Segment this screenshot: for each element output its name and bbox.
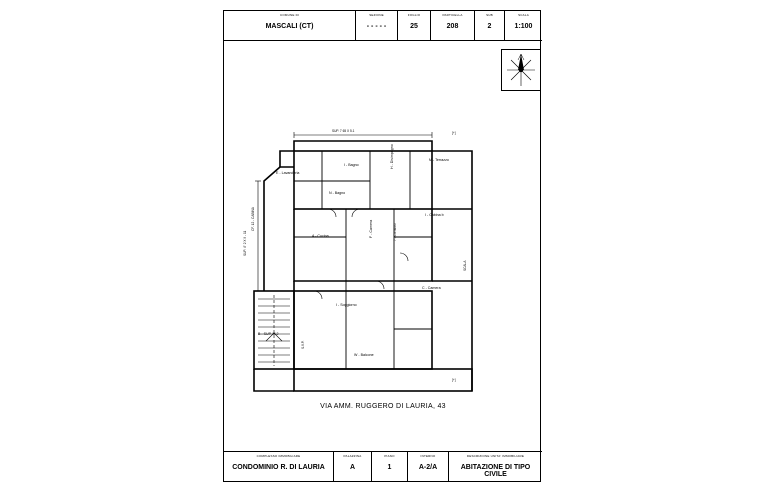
cadastral-plan-sheet	[223, 10, 541, 482]
header-cell-particella	[431, 11, 475, 40]
header-label-scala: SCALA	[518, 13, 529, 17]
room-label-cabina: I - Cabina b	[425, 213, 444, 217]
room-label-bagno1: N - Bagno	[329, 191, 346, 195]
header-value-sezione: - - - - -	[366, 23, 387, 30]
annotation-left-dim2: SUP. 4" 2 X 9 - 11	[243, 230, 247, 256]
plan-interior-partitions	[294, 151, 432, 369]
footer-cell-piano	[372, 452, 408, 481]
header-label-foglio: FOGLIO	[407, 13, 421, 17]
footer-value-complesso: CONDOMINIO R. DI LAURIA	[232, 464, 325, 471]
header-cell-comune	[224, 11, 356, 40]
header-value-scala: 1:100	[514, 23, 533, 30]
header-cell-sub	[475, 11, 505, 40]
header-value-sub: 2	[487, 23, 492, 30]
footer-cell-descrizione	[449, 452, 542, 481]
annotation-left-dim: CF. 12 - CABINA	[251, 207, 255, 231]
footer-cell-palazzina	[334, 452, 372, 481]
header-table	[224, 11, 542, 41]
footer-value-interno: A-2/A	[418, 464, 438, 471]
street-caption: VIA AMM. RUGGERO DI LAURIA, 43	[320, 403, 446, 410]
footer-value-descrizione: ABITAZIONE DI TIPO CIVILE	[460, 464, 531, 478]
room-label-bagno2: I - Bagno	[344, 163, 359, 167]
room-label-balcone: W - Balcone	[354, 353, 374, 357]
annotation-svp: S.V.P.	[301, 340, 305, 349]
footer-label-palazzina: PALAZZINA	[343, 454, 362, 458]
floor-plan-drawing	[224, 41, 542, 453]
room-label-cucina: A - Cucina	[312, 234, 329, 238]
header-label-sub: SUB	[486, 13, 493, 17]
room-label-camera2: C - Camera	[422, 286, 441, 290]
annotation-corridoio: 7 - Corridoio	[393, 223, 397, 241]
footer-cell-interno	[408, 452, 449, 481]
header-label-particella: PARTICELLA	[442, 13, 463, 17]
header-cell-sezione	[356, 11, 398, 40]
footer-label-interno: INTERNO	[420, 454, 436, 458]
staircase-treads	[258, 295, 290, 366]
room-label-camera1: F - Camera	[369, 219, 373, 238]
footer-table	[224, 451, 542, 481]
room-labels	[258, 144, 449, 357]
dimension-ticks	[255, 132, 432, 291]
header-cell-scala	[505, 11, 542, 40]
header-value-particella: 208	[446, 23, 459, 30]
footer-value-palazzina: A	[349, 464, 356, 471]
annotation-tick-bl: [+]	[452, 378, 456, 382]
header-cell-foglio	[398, 11, 431, 40]
room-label-lavanderia: E - Lavanderia	[276, 171, 300, 175]
room-label-sottoscala: B - SUP. M.2	[258, 332, 279, 336]
header-value-comune: MASCALI (CT)	[265, 23, 314, 30]
room-label-soggiorno: I - Soggiorno	[336, 303, 357, 307]
annotation-tick-tl: [+]	[452, 131, 456, 135]
room-label-terrazzo1: M - Terrazzo	[429, 158, 449, 162]
header-value-foglio: 25	[410, 23, 418, 30]
header-label-sezione: SEZIONE	[369, 13, 384, 17]
annotation-scala: SCALA	[463, 260, 467, 271]
footer-label-descrizione: DESCRIZIONE UNITA' IMMOBILIARE	[466, 454, 525, 458]
footer-value-piano: 1	[387, 464, 392, 471]
header-label-comune: COMUNE DI	[280, 13, 299, 17]
room-label-disimpegno: H - Disimpegno	[390, 144, 394, 169]
footer-cell-complesso	[224, 452, 334, 481]
footer-label-piano: PIANO	[384, 454, 395, 458]
annotation-top-dim: SUP. 7 65 X 5.1	[332, 129, 355, 133]
footer-label-complesso: COMPLESSO IMMOBILIARE	[256, 454, 301, 458]
